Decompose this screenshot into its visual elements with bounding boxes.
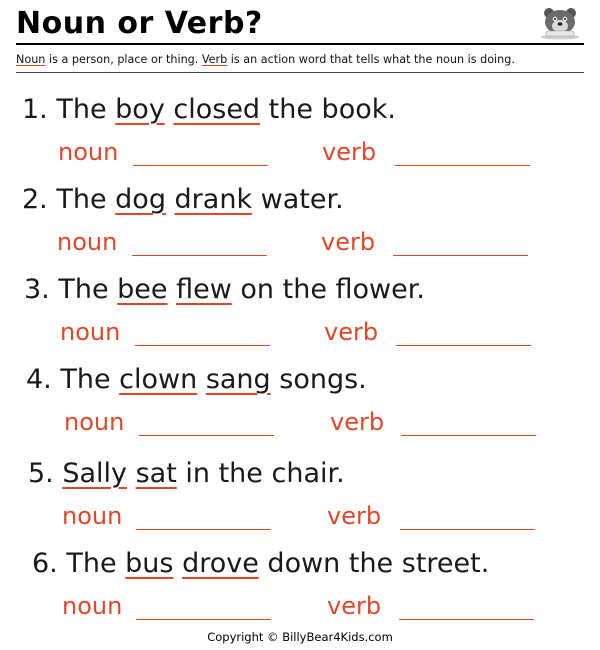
- verb-label: verb: [321, 228, 376, 256]
- sentence: [28, 458, 345, 489]
- sentence-text: [127, 458, 136, 489]
- verb-answer-blank[interactable]: [395, 165, 530, 166]
- underlined-word: clown: [119, 364, 198, 395]
- sentence: [22, 94, 396, 125]
- sentence: [22, 184, 344, 215]
- noun-answer-blank[interactable]: [132, 255, 267, 256]
- sentence-text: the book.: [260, 94, 396, 125]
- definition-verb-word: Verb: [201, 53, 228, 66]
- sentence-text: [166, 184, 175, 215]
- noun-label: noun: [58, 138, 119, 166]
- sentence-text: [168, 274, 177, 305]
- verb-label: verb: [330, 408, 385, 436]
- sentence-text: The: [58, 274, 118, 305]
- underlined-word: bus: [125, 548, 174, 579]
- underlined-word: bee: [117, 274, 168, 305]
- definition-noun-word: Noun: [16, 53, 46, 66]
- sentence-text: The: [56, 184, 116, 215]
- sentence-number: 1.: [22, 94, 57, 125]
- underlined-word: drove: [182, 548, 259, 579]
- sentence-text: down the street.: [258, 548, 490, 579]
- noun-answer-blank[interactable]: [133, 165, 268, 166]
- underlined-word: sang: [205, 364, 271, 395]
- underlined-word: sat: [135, 458, 177, 489]
- verb-answer-blank[interactable]: [393, 255, 528, 256]
- underlined-word: flew: [176, 274, 232, 305]
- verb-answer-blank[interactable]: [401, 435, 536, 436]
- noun-answer-blank[interactable]: [139, 435, 274, 436]
- verb-label: verb: [324, 318, 379, 346]
- sentence-number: 5.: [28, 458, 63, 489]
- sentence-text: in the chair.: [176, 458, 345, 489]
- underlined-word: closed: [173, 94, 261, 125]
- noun-label: noun: [62, 592, 123, 620]
- sentence-number: 3.: [24, 274, 59, 305]
- noun-label: noun: [62, 502, 123, 530]
- definition-line: [16, 53, 586, 66]
- underlined-word: drank: [174, 184, 253, 215]
- verb-answer-blank[interactable]: [396, 345, 531, 346]
- noun-label: noun: [64, 408, 125, 436]
- noun-answer-blank[interactable]: [136, 619, 271, 620]
- verb-answer-blank[interactable]: [399, 619, 534, 620]
- sentence-text: [197, 364, 206, 395]
- underlined-word: Sally: [62, 458, 128, 489]
- sentence: [32, 548, 489, 579]
- definition-verb-text: is an action word that tells what the noun is doing.: [227, 53, 515, 66]
- title-underline: [16, 43, 584, 45]
- copyright-footer: Copyright © BillyBear4Kids.com: [207, 630, 393, 644]
- sentence-text: The: [56, 94, 116, 125]
- definition-divider: [16, 72, 584, 73]
- underlined-word: boy: [115, 94, 165, 125]
- sentence-number: 4.: [26, 364, 61, 395]
- noun-label: noun: [57, 228, 118, 256]
- verb-label: verb: [322, 138, 377, 166]
- sentence-number: 6.: [32, 548, 67, 579]
- noun-answer-blank[interactable]: [136, 529, 271, 530]
- verb-answer-blank[interactable]: [400, 529, 535, 530]
- sentence-text: The: [66, 548, 126, 579]
- definition-noun-text: is a person, place or thing.: [45, 53, 202, 66]
- sentence-number: 2.: [22, 184, 57, 215]
- page-title: Noun or Verb?: [16, 6, 263, 41]
- sentence-text: The: [60, 364, 120, 395]
- sentence-text: on the flower.: [231, 274, 425, 305]
- sentence: [26, 364, 367, 395]
- noun-label: noun: [60, 318, 121, 346]
- underlined-word: dog: [115, 184, 166, 215]
- sentence: [24, 274, 425, 305]
- sentence-text: [173, 548, 182, 579]
- sentence-text: songs.: [270, 364, 367, 395]
- verb-label: verb: [327, 502, 382, 530]
- noun-answer-blank[interactable]: [135, 345, 270, 346]
- verb-label: verb: [327, 592, 382, 620]
- bear-logo-icon: [536, 4, 584, 40]
- sentence-text: water.: [252, 184, 344, 215]
